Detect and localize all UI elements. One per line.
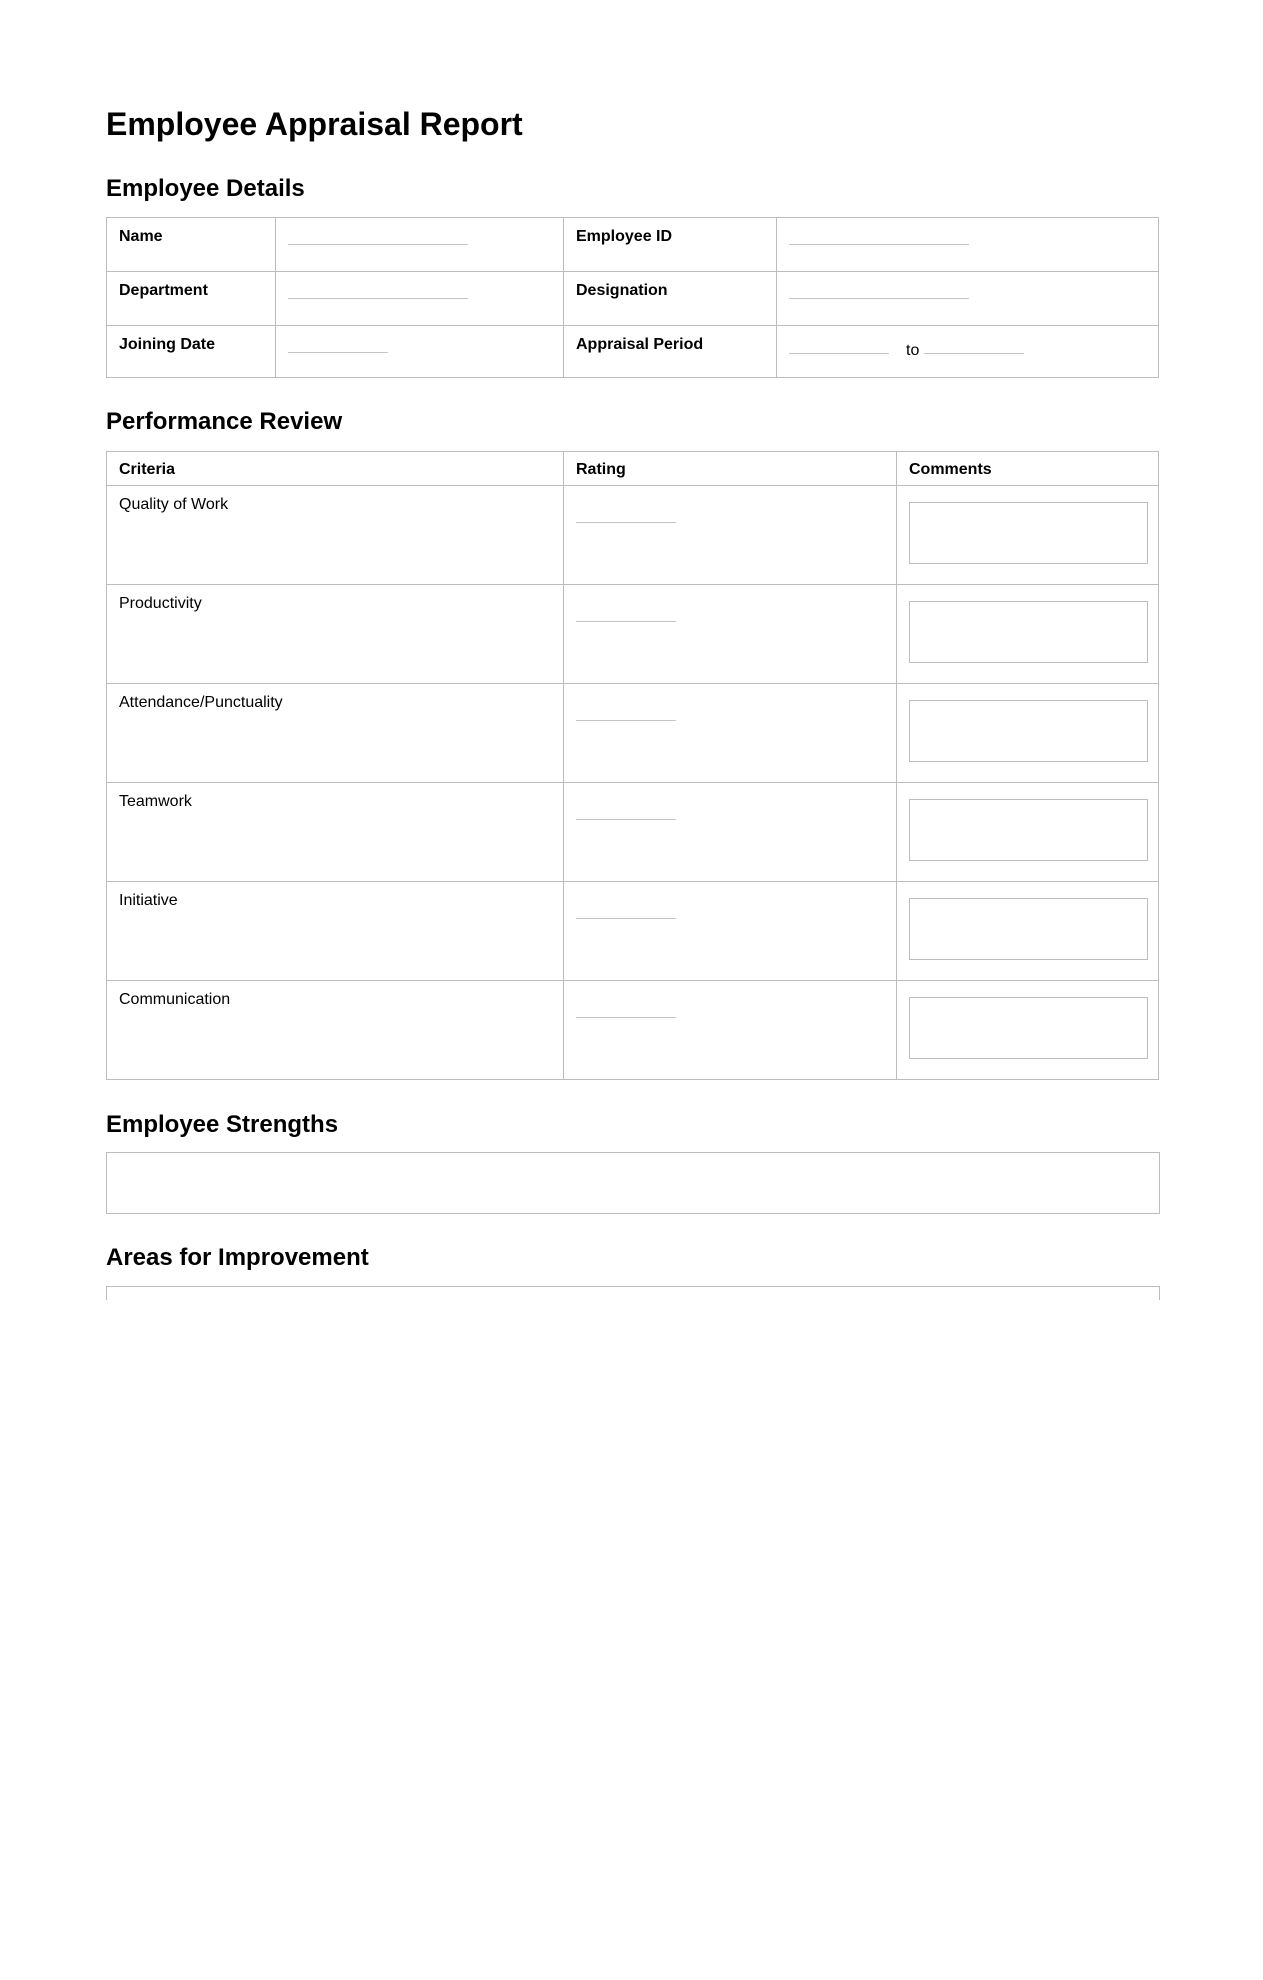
rating-input-line[interactable] [576,1017,676,1018]
employee-id-label: Employee ID [564,218,777,272]
joining-date-input-line[interactable] [288,352,388,353]
employee-strengths-textbox[interactable] [106,1152,1160,1214]
comments-cell [897,882,1159,981]
comments-textbox[interactable] [909,502,1148,564]
rating-cell[interactable] [564,684,897,783]
criteria-cell: Productivity [107,585,564,684]
designation-field[interactable] [777,272,1159,326]
criteria-cell: Teamwork [107,783,564,882]
name-field[interactable] [276,218,564,272]
areas-for-improvement-textbox[interactable] [106,1286,1160,1300]
performance-header-row [107,452,1159,486]
page-title: Employee Appraisal Report [106,106,523,142]
rating-input-line[interactable] [576,621,676,622]
department-field[interactable] [276,272,564,326]
table-row [107,585,1159,684]
period-from-input-line[interactable] [789,353,889,354]
details-row-joining [107,326,1159,378]
details-row-department [107,272,1159,326]
comments-cell [897,486,1159,585]
rating-input-line[interactable] [576,819,676,820]
rating-input-line[interactable] [576,918,676,919]
employee-details-heading: Employee Details [106,175,305,202]
performance-review-table [106,451,1159,1080]
designation-input-line[interactable] [789,298,969,299]
rating-cell[interactable] [564,486,897,585]
employee-strengths-heading: Employee Strengths [106,1111,339,1138]
rating-input-line[interactable] [576,720,676,721]
criteria-cell: Attendance/Punctuality [107,684,564,783]
appraisal-period-label: Appraisal Period [564,326,777,378]
employee-details-table [106,217,1159,378]
rating-cell[interactable] [564,981,897,1080]
criteria-cell: Communication [107,981,564,1080]
performance-review-heading: Performance Review [106,408,343,435]
criteria-cell: Quality of Work [107,486,564,585]
comments-textbox[interactable] [909,700,1148,762]
appraisal-period-field [777,326,1159,378]
table-row [107,684,1159,783]
joining-date-label: Joining Date [107,326,276,378]
designation-label: Designation [564,272,777,326]
details-row-name [107,218,1159,272]
comments-cell [897,981,1159,1080]
joining-date-field[interactable] [276,326,564,378]
appraisal-period-range [789,338,1146,360]
table-row [107,783,1159,882]
rating-cell[interactable] [564,585,897,684]
name-input-line[interactable] [288,244,468,245]
comments-cell [897,684,1159,783]
table-row [107,981,1159,1080]
criteria-cell: Initiative [107,882,564,981]
rating-input-line[interactable] [576,522,676,523]
name-label: Name [107,218,276,272]
employee-id-field[interactable] [777,218,1159,272]
comments-cell [897,585,1159,684]
rating-cell[interactable] [564,882,897,981]
comments-column-header: Comments [897,452,1159,486]
comments-textbox[interactable] [909,799,1148,861]
rating-cell[interactable] [564,783,897,882]
criteria-column-header: Criteria [107,452,564,486]
comments-textbox[interactable] [909,898,1148,960]
department-input-line[interactable] [288,298,468,299]
period-to-input-line[interactable] [924,353,1024,354]
areas-for-improvement-heading: Areas for Improvement [106,1244,369,1271]
comments-textbox[interactable] [909,601,1148,663]
department-label: Department [107,272,276,326]
period-separator: to [906,342,920,359]
comments-cell [897,783,1159,882]
rating-column-header: Rating [564,452,897,486]
table-row [107,486,1159,585]
table-row [107,882,1159,981]
comments-textbox[interactable] [909,997,1148,1059]
employee-id-input-line[interactable] [789,244,969,245]
